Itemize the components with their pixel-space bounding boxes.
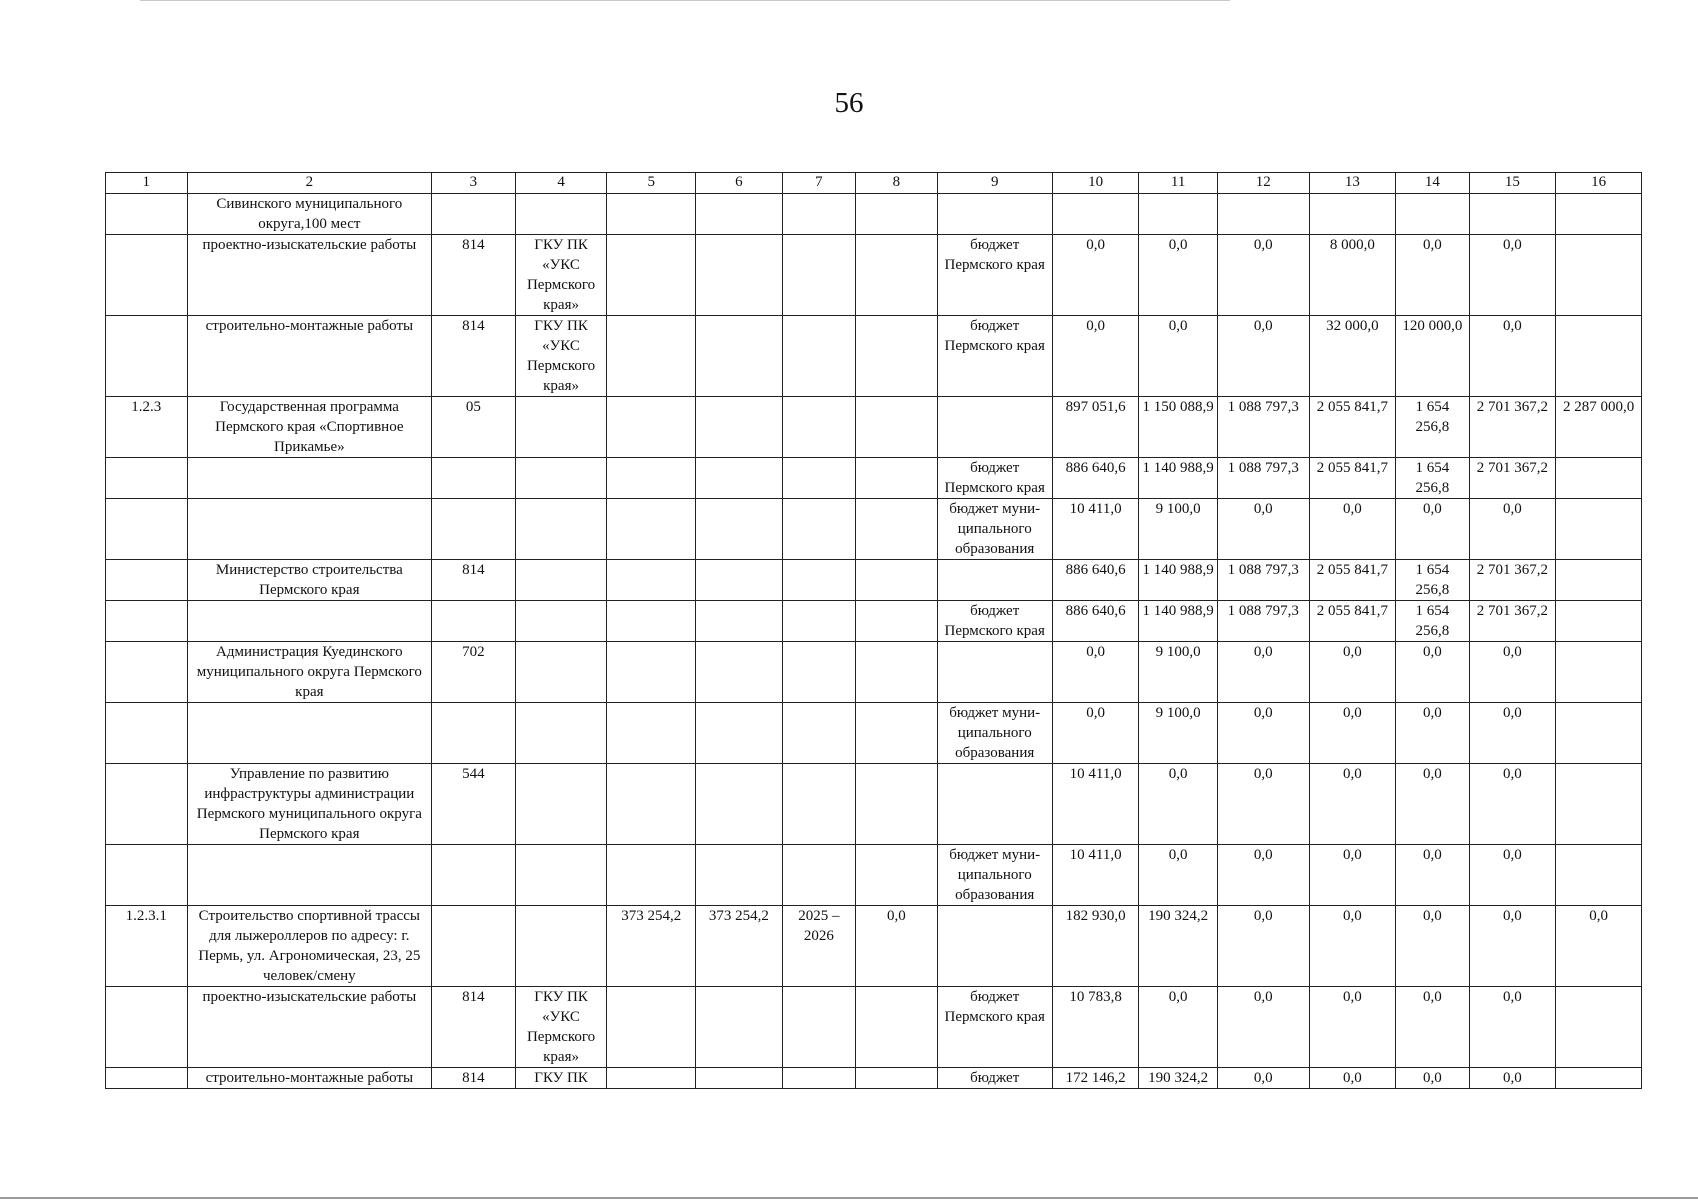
column-number: 7 (782, 173, 855, 194)
table-cell (782, 987, 855, 1068)
table-cell: 814 (432, 560, 516, 601)
table-cell (432, 906, 516, 987)
column-number: 8 (856, 173, 938, 194)
table-cell: 0,0 (1396, 235, 1469, 316)
table-cell: ГКУ ПК «УКС Пермского края» (515, 316, 607, 397)
column-number: 14 (1396, 173, 1469, 194)
table-cell (1052, 194, 1139, 235)
table-cell: 0,0 (1139, 235, 1217, 316)
table-cell (782, 499, 855, 560)
table-cell: ГКУ ПК (515, 1068, 607, 1089)
table-cell (607, 397, 696, 458)
table-cell (607, 194, 696, 235)
table-cell (696, 703, 783, 764)
table-cell: 0,0 (1309, 499, 1396, 560)
table-cell: ГКУ ПК «УКС Пермского края» (515, 987, 607, 1068)
table-cell (1556, 642, 1642, 703)
table-cell: бюджет Пермского края (937, 316, 1052, 397)
table-cell: бюджет Пермского края (937, 235, 1052, 316)
table-cell (515, 845, 607, 906)
table-cell (607, 642, 696, 703)
table-row (106, 397, 1642, 458)
table-cell (856, 397, 938, 458)
table-cell: 0,0 (1469, 703, 1556, 764)
table-cell (1556, 601, 1642, 642)
table-cell (432, 703, 516, 764)
table-cell (1556, 987, 1642, 1068)
table-cell: 0,0 (1052, 316, 1139, 397)
table-cell: 9 100,0 (1139, 499, 1217, 560)
table-cell (782, 458, 855, 499)
table-cell (856, 601, 938, 642)
scan-top-edge (140, 0, 1230, 1)
table-row (106, 845, 1642, 906)
table-cell: 0,0 (1469, 845, 1556, 906)
column-number: 11 (1139, 173, 1217, 194)
table-cell (432, 458, 516, 499)
table-cell: 0,0 (1309, 703, 1396, 764)
table-cell: бюджет муни-ципального образования (937, 499, 1052, 560)
table-cell: 10 411,0 (1052, 499, 1139, 560)
table-cell (856, 764, 938, 845)
table-cell (782, 1068, 855, 1089)
table-cell: 1 140 988,9 (1139, 560, 1217, 601)
column-number: 1 (106, 173, 188, 194)
table-cell: Министерство строительства Пермского края (187, 560, 432, 601)
table-cell: 0,0 (1309, 987, 1396, 1068)
table-cell: 0,0 (1139, 316, 1217, 397)
table-cell: 190 324,2 (1139, 1068, 1217, 1089)
table-cell (696, 194, 783, 235)
table-cell (607, 560, 696, 601)
table-cell (1556, 560, 1642, 601)
table-cell: 2 055 841,7 (1309, 560, 1396, 601)
table-cell: 0,0 (1396, 987, 1469, 1068)
table-cell: 0,0 (1217, 703, 1309, 764)
table-cell: 9 100,0 (1139, 703, 1217, 764)
table-cell (937, 194, 1052, 235)
table-cell: 0,0 (1217, 499, 1309, 560)
table-cell: 1 140 988,9 (1139, 601, 1217, 642)
table-cell: 0,0 (1217, 1068, 1309, 1089)
table-cell (432, 601, 516, 642)
table-cell (1469, 194, 1556, 235)
table-cell: 172 146,2 (1052, 1068, 1139, 1089)
table-cell (607, 499, 696, 560)
table-cell: 1 088 797,3 (1217, 397, 1309, 458)
table-cell (1556, 316, 1642, 397)
table-cell: 0,0 (856, 906, 938, 987)
table-cell: строительно-монтажные работы (187, 316, 432, 397)
table-cell: 0,0 (1309, 845, 1396, 906)
table-cell (106, 764, 188, 845)
table-cell: 1.2.3 (106, 397, 188, 458)
table-cell: 0,0 (1469, 906, 1556, 987)
table-cell: 814 (432, 1068, 516, 1089)
table-cell (106, 499, 188, 560)
table-cell (782, 397, 855, 458)
table-row (106, 316, 1642, 397)
column-number: 16 (1556, 173, 1642, 194)
table-cell: 886 640,6 (1052, 601, 1139, 642)
table-cell (106, 1068, 188, 1089)
table-cell (782, 601, 855, 642)
table-row (106, 194, 1642, 235)
table-cell (696, 458, 783, 499)
table-cell: 1 654 256,8 (1396, 601, 1469, 642)
table-cell: 10 783,8 (1052, 987, 1139, 1068)
table-cell (1217, 194, 1309, 235)
table-cell: 0,0 (1139, 845, 1217, 906)
table-cell: 2 701 367,2 (1469, 458, 1556, 499)
table-cell: 0,0 (1309, 906, 1396, 987)
column-number-row (106, 173, 1642, 194)
table-cell (856, 316, 938, 397)
table-cell: 8 000,0 (1309, 235, 1396, 316)
table-cell: 0,0 (1396, 906, 1469, 987)
table-cell: 0,0 (1139, 764, 1217, 845)
table-cell (106, 316, 188, 397)
table-cell: Строительство спортивной трассы для лыжероллеров по адресу: г. Пермь, ул. Агрономическая, 23, 25 человек/смену (187, 906, 432, 987)
table-cell (937, 906, 1052, 987)
column-number: 9 (937, 173, 1052, 194)
table-cell: 0,0 (1052, 703, 1139, 764)
table-cell (187, 703, 432, 764)
table-cell: 0,0 (1396, 499, 1469, 560)
column-number: 15 (1469, 173, 1556, 194)
scan-bottom-edge (0, 1197, 1698, 1199)
table-cell: 0,0 (1217, 987, 1309, 1068)
table-cell: бюджет Пермского края (937, 601, 1052, 642)
table-cell (106, 642, 188, 703)
table-cell: 0,0 (1396, 1068, 1469, 1089)
table-cell: 2 055 841,7 (1309, 601, 1396, 642)
table-cell (607, 703, 696, 764)
table-cell: 0,0 (1469, 987, 1556, 1068)
table-cell (106, 194, 188, 235)
table-cell: 0,0 (1396, 642, 1469, 703)
table-cell: 1 654 256,8 (1396, 458, 1469, 499)
table-cell: 2 701 367,2 (1469, 560, 1556, 601)
table-cell: 0,0 (1396, 764, 1469, 845)
table-cell (515, 397, 607, 458)
table-cell (696, 764, 783, 845)
table-cell: бюджет муни-ципального образования (937, 703, 1052, 764)
table-cell (1556, 1068, 1642, 1089)
table-cell: Государственная программа Пермского края «Спортивное Прикамье» (187, 397, 432, 458)
table-cell (515, 560, 607, 601)
table-cell: 0,0 (1396, 703, 1469, 764)
table-cell: 814 (432, 987, 516, 1068)
table-cell (782, 194, 855, 235)
table-cell (1556, 764, 1642, 845)
table-cell (515, 642, 607, 703)
table-cell (607, 235, 696, 316)
table-cell: 120 000,0 (1396, 316, 1469, 397)
table-cell (856, 987, 938, 1068)
table-cell (607, 458, 696, 499)
table-cell: Администрация Куединского муниципального округа Пермского края (187, 642, 432, 703)
table-cell (782, 560, 855, 601)
table-cell (432, 194, 516, 235)
table-cell (187, 601, 432, 642)
table-cell: Управление по развитию инфраструктуры администрации Пермского муниципального округа Пермского края (187, 764, 432, 845)
table-cell (856, 499, 938, 560)
table-cell: 0,0 (1052, 235, 1139, 316)
table-cell (515, 499, 607, 560)
table-row (106, 906, 1642, 987)
table-cell: 1 088 797,3 (1217, 560, 1309, 601)
table-cell: строительно-монтажные работы (187, 1068, 432, 1089)
table-cell (696, 601, 783, 642)
table-cell (782, 703, 855, 764)
table-cell (607, 601, 696, 642)
table-cell: 0,0 (1309, 1068, 1396, 1089)
table-cell: 0,0 (1139, 987, 1217, 1068)
table-cell: 10 411,0 (1052, 764, 1139, 845)
table-row (106, 1068, 1642, 1089)
table-cell (937, 642, 1052, 703)
table-cell (106, 560, 188, 601)
table-cell (515, 601, 607, 642)
table-cell (856, 560, 938, 601)
table-cell: бюджет (937, 1068, 1052, 1089)
table-cell: 182 930,0 (1052, 906, 1139, 987)
table-row (106, 560, 1642, 601)
table-cell (856, 194, 938, 235)
table-cell: 1 140 988,9 (1139, 458, 1217, 499)
table-cell (856, 642, 938, 703)
table-cell (515, 906, 607, 987)
table-cell (515, 194, 607, 235)
table-row (106, 499, 1642, 560)
budget-table-container (105, 172, 1642, 1089)
table-cell: 0,0 (1469, 642, 1556, 703)
table-cell (856, 235, 938, 316)
table-cell (696, 642, 783, 703)
column-number: 2 (187, 173, 432, 194)
table-row (106, 601, 1642, 642)
table-cell (782, 642, 855, 703)
table-cell: 05 (432, 397, 516, 458)
table-cell: 2025 – 2026 (782, 906, 855, 987)
table-cell: 9 100,0 (1139, 642, 1217, 703)
table-cell: 2 701 367,2 (1469, 397, 1556, 458)
table-cell (1309, 194, 1396, 235)
table-cell (106, 987, 188, 1068)
table-cell (696, 987, 783, 1068)
table-cell: 2 287 000,0 (1556, 397, 1642, 458)
table-cell (106, 601, 188, 642)
table-cell: 1 088 797,3 (1217, 601, 1309, 642)
table-cell (187, 845, 432, 906)
table-cell: 0,0 (1469, 1068, 1556, 1089)
table-cell: бюджет Пермского края (937, 458, 1052, 499)
table-cell: бюджет Пермского края (937, 987, 1052, 1068)
table-cell (856, 845, 938, 906)
column-number: 10 (1052, 173, 1139, 194)
page-number: 56 (834, 87, 864, 119)
table-row (106, 642, 1642, 703)
table-cell: 2 055 841,7 (1309, 458, 1396, 499)
table-cell (106, 458, 188, 499)
table-cell: проектно-изыскательские работы (187, 235, 432, 316)
table-cell: 1 088 797,3 (1217, 458, 1309, 499)
table-cell (1139, 194, 1217, 235)
table-cell (1556, 703, 1642, 764)
table-cell (515, 458, 607, 499)
column-number: 3 (432, 173, 516, 194)
table-cell: 1 150 088,9 (1139, 397, 1217, 458)
table-cell (607, 316, 696, 397)
table-cell (696, 560, 783, 601)
table-cell: 0,0 (1052, 642, 1139, 703)
table-cell (515, 703, 607, 764)
table-cell: 702 (432, 642, 516, 703)
table-cell (1556, 499, 1642, 560)
table-cell: 1 654 256,8 (1396, 560, 1469, 601)
table-cell (607, 764, 696, 845)
table-cell (856, 703, 938, 764)
budget-table (105, 172, 1642, 1089)
table-cell (432, 499, 516, 560)
table-cell: 0,0 (1217, 764, 1309, 845)
table-cell: 897 051,6 (1052, 397, 1139, 458)
table-cell: 2 701 367,2 (1469, 601, 1556, 642)
table-cell: 32 000,0 (1309, 316, 1396, 397)
table-cell: 0,0 (1309, 764, 1396, 845)
table-cell (1396, 194, 1469, 235)
table-cell: 2 055 841,7 (1309, 397, 1396, 458)
table-row (106, 987, 1642, 1068)
table-cell: 886 640,6 (1052, 458, 1139, 499)
table-cell: 0,0 (1556, 906, 1642, 987)
table-cell (856, 1068, 938, 1089)
table-cell (187, 499, 432, 560)
table-cell (106, 703, 188, 764)
table-row (106, 458, 1642, 499)
table-cell (782, 845, 855, 906)
table-cell (937, 764, 1052, 845)
table-cell: бюджет муни-ципального образования (937, 845, 1052, 906)
table-cell: 544 (432, 764, 516, 845)
column-number: 4 (515, 173, 607, 194)
table-cell (1556, 845, 1642, 906)
table-cell: 886 640,6 (1052, 560, 1139, 601)
table-cell: 0,0 (1217, 642, 1309, 703)
table-cell: 1 654 256,8 (1396, 397, 1469, 458)
table-cell (696, 397, 783, 458)
table-cell (1556, 194, 1642, 235)
table-cell (782, 316, 855, 397)
table-cell: 0,0 (1469, 764, 1556, 845)
table-cell (937, 397, 1052, 458)
table-cell: 814 (432, 235, 516, 316)
table-cell (432, 845, 516, 906)
table-row (106, 764, 1642, 845)
table-cell (696, 499, 783, 560)
table-cell: 0,0 (1469, 235, 1556, 316)
table-cell (696, 235, 783, 316)
table-cell (696, 1068, 783, 1089)
table-cell: 0,0 (1396, 845, 1469, 906)
table-cell (1556, 235, 1642, 316)
table-cell: 190 324,2 (1139, 906, 1217, 987)
table-cell (782, 235, 855, 316)
table-cell: Сивинского муниципального округа,100 мест (187, 194, 432, 235)
table-body (106, 194, 1642, 1089)
table-cell (782, 764, 855, 845)
table-cell: 0,0 (1469, 316, 1556, 397)
table-cell (607, 987, 696, 1068)
table-cell: 1.2.3.1 (106, 906, 188, 987)
column-number: 13 (1309, 173, 1396, 194)
table-cell: 0,0 (1217, 316, 1309, 397)
table-cell: 0,0 (1309, 642, 1396, 703)
column-number: 12 (1217, 173, 1309, 194)
table-cell: проектно-изыскательские работы (187, 987, 432, 1068)
table-row (106, 235, 1642, 316)
table-cell (607, 1068, 696, 1089)
table-cell: 0,0 (1469, 499, 1556, 560)
table-cell: 0,0 (1217, 906, 1309, 987)
table-row (106, 703, 1642, 764)
table-cell: 10 411,0 (1052, 845, 1139, 906)
table-cell: 0,0 (1217, 845, 1309, 906)
table-cell (106, 845, 188, 906)
table-cell (856, 458, 938, 499)
column-number: 5 (607, 173, 696, 194)
table-cell (187, 458, 432, 499)
table-cell: 373 254,2 (607, 906, 696, 987)
table-cell (607, 845, 696, 906)
table-cell: 0,0 (1217, 235, 1309, 316)
table-cell (515, 764, 607, 845)
table-cell (106, 235, 188, 316)
table-cell (696, 845, 783, 906)
table-cell: ГКУ ПК «УКС Пермского края» (515, 235, 607, 316)
table-cell (1556, 458, 1642, 499)
table-cell (696, 316, 783, 397)
table-cell: 373 254,2 (696, 906, 783, 987)
table-cell: 814 (432, 316, 516, 397)
column-number: 6 (696, 173, 783, 194)
table-cell (937, 560, 1052, 601)
